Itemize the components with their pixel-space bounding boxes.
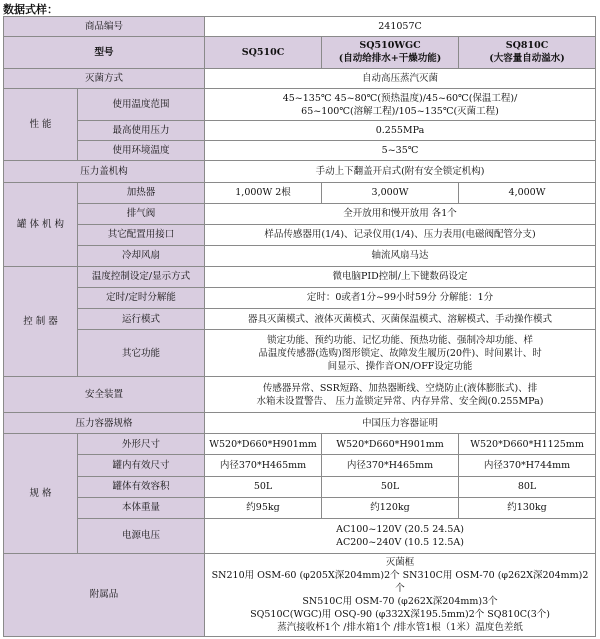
power-value bbox=[205, 518, 596, 553]
standard-value: 中国压力容器证明 bbox=[205, 413, 596, 434]
heater-sq510wgc: 3,000W bbox=[322, 182, 459, 203]
other-functions-line-3: 间显示、操作音ON/OFF设定功能 bbox=[327, 360, 473, 372]
row-dims bbox=[4, 434, 596, 455]
volume-sq510wgc: 50L bbox=[322, 476, 459, 497]
exhaust-label: 排气阀 bbox=[78, 203, 205, 224]
temp-range-value bbox=[205, 88, 596, 121]
accessories-line-5: 蒸汽接收杯1个 /排水箱1个 /排水管1根（1米）温度色差纸 bbox=[277, 621, 523, 633]
weight-sq510wgc: 约120kg bbox=[322, 497, 459, 518]
inner-sq510c: 内径370*H465mm bbox=[205, 455, 322, 476]
weight-label: 本体重量 bbox=[78, 497, 205, 518]
spec-table bbox=[3, 16, 596, 637]
row-other-functions bbox=[4, 330, 596, 377]
row-fan bbox=[4, 245, 596, 266]
model-sq510wgc bbox=[322, 37, 459, 69]
accessories-line-1: 灭菌框 bbox=[385, 556, 415, 568]
specs-group: 规 格 bbox=[4, 434, 78, 553]
volume-sq510c: 50L bbox=[205, 476, 322, 497]
dims-sq810c: W520*D660*H1125mm bbox=[459, 434, 596, 455]
ports-label: 其它配置用接口 bbox=[78, 224, 205, 245]
row-accessories bbox=[4, 553, 596, 637]
row-standard bbox=[4, 413, 596, 434]
exhaust-value: 全开放用和慢开放用 各1个 bbox=[205, 203, 596, 224]
safety-label: 安全装置 bbox=[4, 377, 205, 413]
row-max-pressure bbox=[4, 121, 596, 141]
lid-value: 手动上下翻盖开启式(附有安全锁定机构) bbox=[205, 161, 596, 182]
max-pressure-value: 0.255MPa bbox=[205, 121, 596, 141]
timer-label: 定时/定时分解能 bbox=[78, 287, 205, 308]
dims-label: 外形尺寸 bbox=[78, 434, 205, 455]
product-code-value: 241057C bbox=[205, 17, 596, 37]
lid-label: 压力盖机构 bbox=[4, 161, 205, 182]
temp-set-label: 温度控制设定/显示方式 bbox=[78, 266, 205, 287]
inner-sq810c: 内径370*H744mm bbox=[459, 455, 596, 476]
temp-range-line-2: 65~100℃(溶解工程)/105~135℃(灭菌工程) bbox=[301, 105, 499, 117]
row-inner bbox=[4, 455, 596, 476]
accessories-line-3: SN510C用 OSM-70 (φ262X深204mm)3个 bbox=[302, 595, 498, 607]
env-temp-label: 使用环境温度 bbox=[78, 141, 205, 161]
tank-group: 罐 体 机 构 bbox=[4, 182, 78, 266]
power-line-1: AC100~120V (20.5 24.5A) bbox=[336, 523, 464, 535]
fan-value: 轴流风扇马达 bbox=[205, 245, 596, 266]
max-pressure-label: 最高使用压力 bbox=[78, 121, 205, 141]
ports-value: 样品传感器用(1/4)、记录仪用(1/4)、压力表用(电磁阀配管分支) bbox=[205, 224, 596, 245]
modes-value: 器具灭菌模式、液体灭菌模式、灭菌保温模式、溶解模式、手动操作模式 bbox=[205, 308, 596, 329]
model-sq510c: SQ510C bbox=[205, 37, 322, 69]
heater-label: 加热器 bbox=[78, 182, 205, 203]
inner-sq510wgc: 内径370*H465mm bbox=[322, 455, 459, 476]
volume-sq810c: 80L bbox=[459, 476, 596, 497]
row-sterilization bbox=[4, 68, 596, 88]
dims-sq510wgc: W520*D660*H901mm bbox=[322, 434, 459, 455]
row-temp-range bbox=[4, 88, 596, 121]
heater-sq510c: 1,000W 2根 bbox=[205, 182, 322, 203]
other-functions-line-1: 锁定功能、预约功能、记忆功能、预热功能、强制冷却功能、样 bbox=[267, 334, 534, 346]
volume-label: 罐体有效容积 bbox=[78, 476, 205, 497]
temp-set-value: 微电脑PID控制/上下键数码设定 bbox=[205, 266, 596, 287]
other-functions-value bbox=[205, 330, 596, 377]
heater-sq810c: 4,000W bbox=[459, 182, 596, 203]
other-functions-label: 其它功能 bbox=[78, 330, 205, 377]
power-line-2: AC200~240V (10.5 12.5A) bbox=[336, 536, 464, 548]
model-sq810c-name: SQ810C bbox=[505, 40, 549, 52]
model-label: 型号 bbox=[4, 37, 205, 69]
accessories-line-2: SN210用 OSM-60 (φ205X深204mm)2个 SN310C用 OSM-70 (φ262X深204mm)2个 bbox=[211, 569, 589, 594]
controller-group: 控 制 器 bbox=[4, 266, 78, 377]
row-lid bbox=[4, 161, 596, 182]
weight-sq810c: 约130kg bbox=[459, 497, 596, 518]
row-modes bbox=[4, 308, 596, 329]
sterilization-value: 自动高压蒸汽灭菌 bbox=[205, 68, 596, 88]
other-functions-line-2: 品温度传感器(选购)图形锁定、故障发生履历(20件)、时间累计、时 bbox=[258, 347, 542, 359]
weight-sq510c: 约95kg bbox=[205, 497, 322, 518]
row-temp-set bbox=[4, 266, 596, 287]
row-timer bbox=[4, 287, 596, 308]
model-sq510wgc-name: SQ510WGC bbox=[359, 40, 421, 52]
power-label: 电源电压 bbox=[78, 518, 205, 553]
temp-range-line-1: 45~135℃ 45~80℃(预热温度)/45~60℃(保温工程)/ bbox=[282, 92, 518, 104]
timer-value: 定时：0或者1分~99小时59分 分解能：1分 bbox=[205, 287, 596, 308]
dims-sq510c: W520*D660*H901mm bbox=[205, 434, 322, 455]
inner-label: 罐内有效尺寸 bbox=[78, 455, 205, 476]
env-temp-value: 5~35℃ bbox=[205, 141, 596, 161]
row-power bbox=[4, 518, 596, 553]
row-ports bbox=[4, 224, 596, 245]
page-title: 数据式样： bbox=[3, 3, 58, 16]
standard-label: 压力容器规格 bbox=[4, 413, 205, 434]
row-exhaust bbox=[4, 203, 596, 224]
performance-group: 性 能 bbox=[4, 88, 78, 161]
modes-label: 运行模式 bbox=[78, 308, 205, 329]
safety-value bbox=[205, 377, 596, 413]
model-sq810c bbox=[459, 37, 596, 69]
row-env-temp bbox=[4, 141, 596, 161]
accessories-value bbox=[205, 553, 596, 637]
fan-label: 冷却风扇 bbox=[78, 245, 205, 266]
safety-line-1: 传感器异常、SSR短路、加热器断线、空烧防止(液体膨胀式)、排 bbox=[262, 382, 538, 394]
accessories-label: 附属品 bbox=[4, 553, 205, 637]
row-heater bbox=[4, 182, 596, 203]
row-weight bbox=[4, 497, 596, 518]
row-model bbox=[4, 37, 596, 69]
accessories-line-4: SQ510C(WGC)用 OSQ-90 (φ332X深195.5mm)2个 SQ810C(3个) bbox=[250, 608, 550, 620]
safety-line-2: 水箱未设置警告、 压力盖锁定异常、内存异常、安全阀(0.255MPa) bbox=[256, 395, 544, 407]
row-volume bbox=[4, 476, 596, 497]
sterilization-label: 灭菌方式 bbox=[4, 68, 205, 88]
row-product-code bbox=[4, 17, 596, 37]
model-sq510wgc-note: (自动给排水+干燥功能) bbox=[338, 53, 442, 65]
product-code-label: 商品编号 bbox=[4, 17, 205, 37]
row-safety bbox=[4, 377, 596, 413]
temp-range-label: 使用温度范围 bbox=[78, 88, 205, 121]
model-sq810c-note: (大容量自动溢水) bbox=[489, 53, 565, 65]
